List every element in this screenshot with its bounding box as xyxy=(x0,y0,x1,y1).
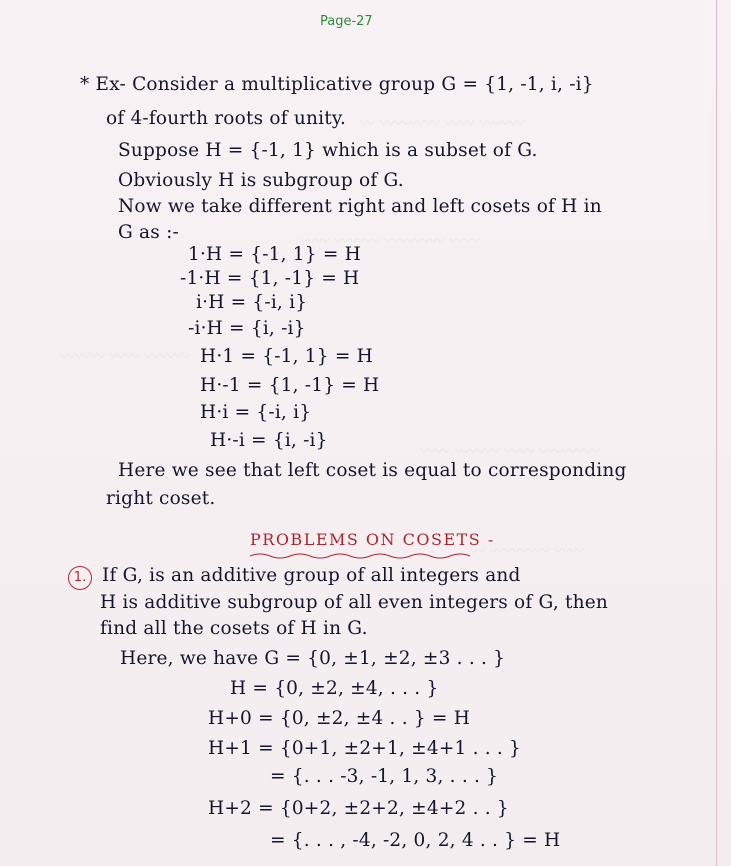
example-text-line: G as :- xyxy=(118,222,179,243)
coset-equation: H·-1 = {1, -1} = H xyxy=(200,375,380,396)
solution-line: H+1 = {0+1, ±2+1, ±4+1 . . . } xyxy=(208,738,522,759)
bleed-through-mark: 〰〰 〰〰〰〰 〰 xyxy=(470,542,585,560)
problem-statement-line: find all the cosets of H in G. xyxy=(100,618,368,639)
problem-statement-line: If G, is an additive group of all integers and xyxy=(102,565,521,586)
example-text-line: Now we take different right and left cosets of H in xyxy=(118,196,602,217)
solution-line: Here, we have G = {0, ±1, ±2, ±3 . . . } xyxy=(120,648,506,669)
example-intro-line: * Ex- Consider a multiplicative group G = {1, -1, i, -i} xyxy=(80,74,594,95)
example-text-line: Obviously H is subgroup of G. xyxy=(118,170,404,191)
coset-equation: -1·H = {1, -1} = H xyxy=(180,268,360,289)
coset-equation: H·1 = {-1, 1} = H xyxy=(200,346,373,367)
coset-equation: i·H = {-i, i} xyxy=(196,292,308,313)
conclusion-line: Here we see that left coset is equal to corresponding xyxy=(118,460,627,481)
section-heading: PROBLEMS ON COSETS - xyxy=(250,530,495,549)
heading-underline xyxy=(250,552,480,560)
bleed-through-mark: 〰〰〰 〰〰 〰〰〰〰 〰 xyxy=(360,114,525,132)
page-number: Page-27 xyxy=(320,14,373,29)
problem-number-badge: 1. xyxy=(68,566,92,590)
coset-equation: H·-i = {i, -i} xyxy=(210,430,328,451)
conclusion-line: right coset. xyxy=(106,488,216,509)
solution-line: H+2 = {0+2, ±2+2, ±4+2 . . } xyxy=(208,798,509,819)
coset-equation: -i·H = {i, -i} xyxy=(188,318,306,339)
bleed-through-mark: 〰〰 〰〰〰〰 〰〰〰 〰〰 xyxy=(300,232,480,250)
problem-statement-line: H is additive subgroup of all even integers of G, then xyxy=(100,592,609,613)
page-margin-line xyxy=(716,0,717,866)
solution-line: H+0 = {0, ±2, ±4 . . } = H xyxy=(208,708,471,729)
coset-equation: 1·H = {-1, 1} = H xyxy=(188,244,361,265)
solution-line: H = {0, ±2, ±4, . . . } xyxy=(230,678,439,699)
solution-line: = {. . . -3, -1, 1, 3, . . . } xyxy=(270,766,499,787)
example-intro-line: of 4-fourth roots of unity. xyxy=(106,108,347,129)
bleed-through-mark: 〰〰〰 〰〰 〰〰〰 xyxy=(60,347,190,365)
bleed-through-mark: 〰〰〰〰 〰〰 〰〰〰 〰〰 xyxy=(420,442,600,460)
coset-equation: H·i = {-i, i} xyxy=(200,402,312,423)
example-text-line: Suppose H = {-1, 1} which is a subset of G. xyxy=(118,140,538,161)
solution-line: = {. . . , -4, -2, 0, 2, 4 . . } = H xyxy=(270,830,561,851)
